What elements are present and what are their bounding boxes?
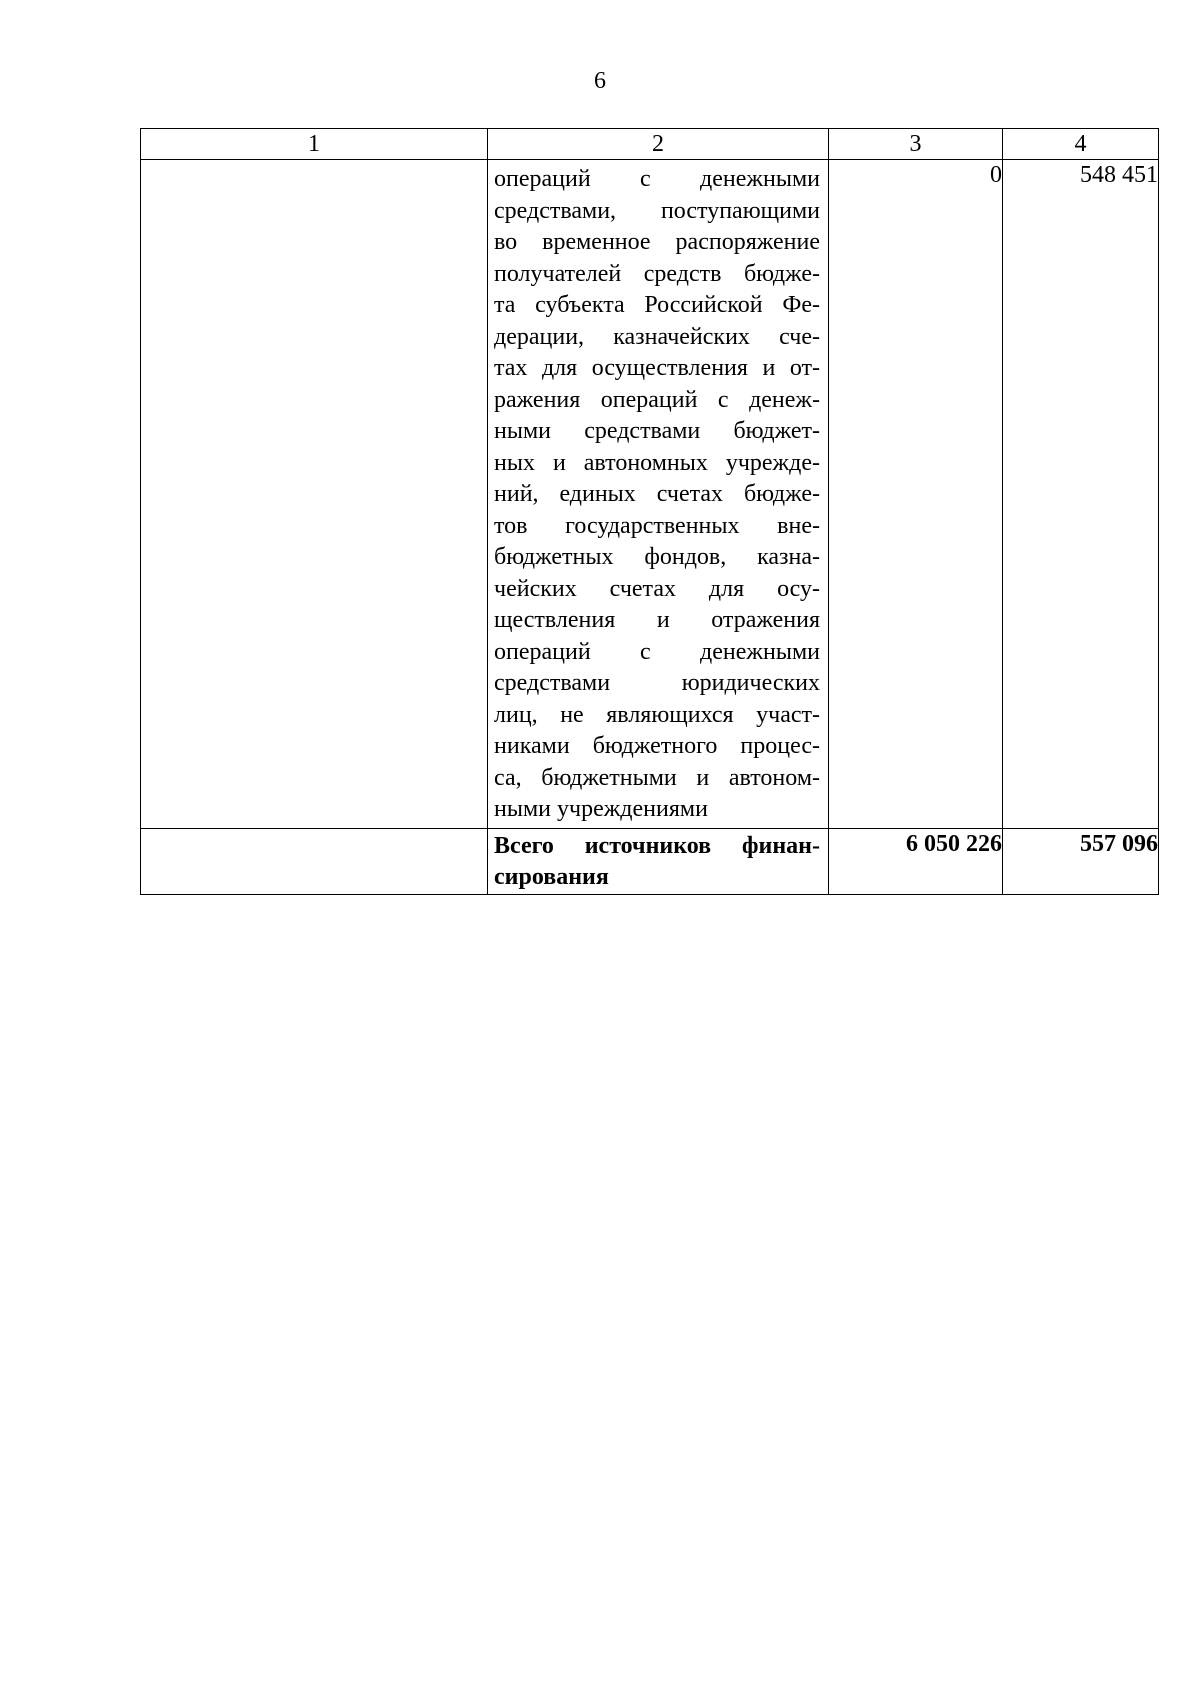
description-text <box>488 160 828 828</box>
total-value-col3: 6 050 226 <box>829 828 1003 894</box>
description-line: лиц, не являющихся участ- <box>494 701 820 728</box>
description-line: ний, единых счетах бюдже- <box>494 481 820 507</box>
total-label-cell <box>488 828 829 894</box>
table-row <box>141 160 1159 829</box>
financing-sources-table <box>140 128 1159 895</box>
description-line: операций с денежными <box>494 638 820 665</box>
total-label-line: Всего источников финан- <box>494 832 820 859</box>
description-cell <box>488 160 829 829</box>
total-row <box>141 828 1159 894</box>
description-line: средствами юридических <box>494 670 820 696</box>
description-line: та субъекта Российской Фе- <box>494 292 820 318</box>
description-line: ражения операций с денеж- <box>494 386 820 413</box>
description-line: во временное распоряжение <box>494 229 820 255</box>
code-cell <box>141 160 488 829</box>
page-number: 6 <box>594 68 606 94</box>
column-header-4: 4 <box>1003 129 1159 160</box>
description-line: ных и автономных учрежде- <box>494 449 820 476</box>
total-value-col4: 557 096 <box>1003 828 1159 894</box>
description-line: ществления и отражения <box>494 607 820 633</box>
description-line: са, бюджетными и автоном- <box>494 764 820 791</box>
description-line: получателей средств бюдже- <box>494 260 820 287</box>
description-line: средствами, поступающими <box>494 197 820 224</box>
table-header-row <box>141 129 1159 160</box>
description-line: никами бюджетного процес- <box>494 733 820 759</box>
column-header-2: 2 <box>488 129 829 160</box>
description-line: тов государственных вне- <box>494 512 820 539</box>
description-line: тах для осуществления и от- <box>494 355 820 381</box>
description-line: ными учреждениями <box>494 796 708 822</box>
description-line: дерации, казначейских сче- <box>494 323 820 350</box>
total-label-line: сирования <box>494 864 609 890</box>
description-line: ными средствами бюджет- <box>494 418 820 444</box>
description-line: бюджетных фондов, казна- <box>494 544 820 570</box>
total-code-cell <box>141 828 488 894</box>
column-header-1: 1 <box>141 129 488 160</box>
value-cell-col4: 548 451 <box>1003 160 1159 829</box>
description-line: чейских счетах для осу- <box>494 575 820 602</box>
description-line: операций с денежными <box>494 166 820 192</box>
total-label-text <box>488 829 828 894</box>
value-cell-col3: 0 <box>829 160 1003 829</box>
column-header-3: 3 <box>829 129 1003 160</box>
